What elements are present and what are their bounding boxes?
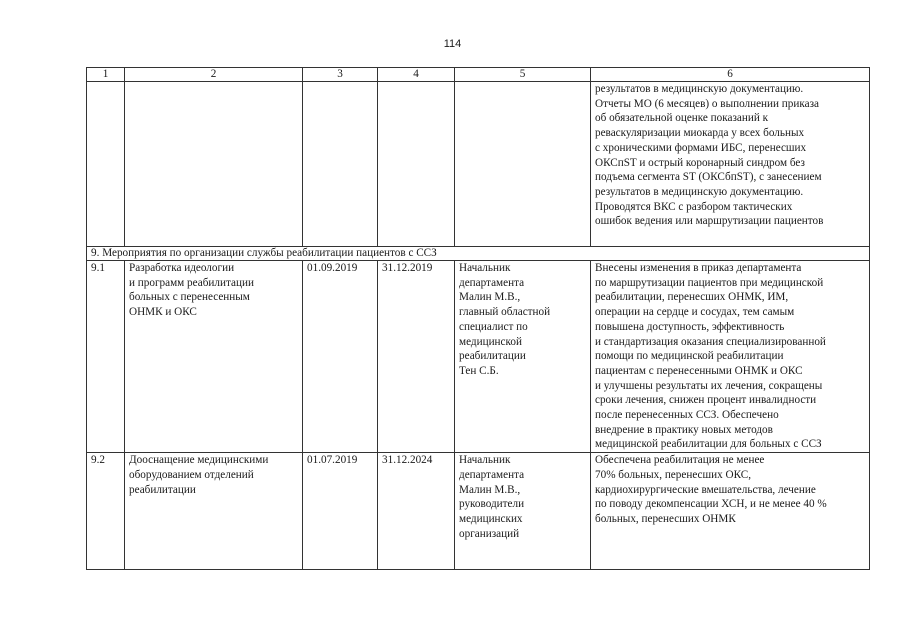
text-line: повышена доступность, эффективность — [595, 320, 785, 333]
result-cell — [591, 453, 870, 570]
row-number: 9.2 — [87, 453, 125, 570]
text-line: Отчеты МО (6 месяцев) о выполнении приказа — [595, 97, 819, 110]
text-line: медицинской реабилитации для больных с ССЗ — [595, 438, 822, 451]
text-line: Малин М.В., — [459, 483, 521, 496]
responsible-cell — [455, 453, 591, 570]
end-date: 31.12.2019 — [378, 261, 455, 453]
text-line: больных, перенесших ОНМК — [595, 512, 736, 525]
empty-cell — [87, 82, 125, 247]
text-line: кардиохирургические вмешательства, лечение — [595, 483, 816, 496]
text-line: 70% больных, перенесших ОКС, — [595, 468, 752, 481]
text-line: Тен С.Б. — [459, 364, 499, 377]
text-line: ошибок ведения или маршрутизации пациентов — [595, 215, 824, 228]
text-line: и программ реабилитации — [129, 276, 254, 289]
continuation-result-cell — [591, 82, 870, 247]
text-line: специалист по — [459, 320, 528, 333]
text-line: реабилитации — [129, 483, 196, 496]
table-row — [87, 453, 870, 570]
text-line: внедрение в практику новых методов — [595, 423, 773, 436]
text-line: Малин М.В., — [459, 291, 521, 304]
text-line: с хроническими формами ИБС, перенесших — [595, 141, 807, 154]
text-line: реабилитации — [459, 350, 526, 363]
text-line: помощи по медицинской реабилитации — [595, 350, 784, 363]
event-cell — [125, 453, 303, 570]
text-line: главный областной — [459, 306, 551, 319]
header-cell: 1 — [87, 68, 125, 82]
table-row — [87, 261, 870, 453]
header-cell: 2 — [125, 68, 303, 82]
text-line: Начальник — [459, 454, 511, 467]
plan-table — [86, 67, 870, 570]
text-line: больных с перенесенным — [129, 291, 250, 304]
text-line: Дооснащение медицинскими — [129, 454, 269, 467]
text-line: ОНМК и ОКС — [129, 306, 197, 319]
text-line: Начальник — [459, 262, 511, 274]
text-line: департамента — [459, 468, 525, 481]
text-line: организаций — [459, 527, 520, 540]
responsible-cell — [455, 261, 591, 453]
text-line: реваскуляризации миокарда у всех больных — [595, 127, 805, 140]
text-line: операции на сердце и сосудах, тем самым — [595, 306, 795, 319]
text-line: и стандартизация оказания специализированной — [595, 335, 826, 348]
section-row — [87, 247, 870, 261]
text-line: по маршрутизации пациентов при медицинской — [595, 276, 824, 289]
text-line: оборудованием отделений — [129, 468, 254, 481]
empty-cell — [303, 82, 378, 247]
text-line: медицинских — [459, 512, 523, 525]
start-date: 01.07.2019 — [303, 453, 378, 570]
header-row — [87, 68, 870, 82]
text-line: ОКСпST и острый коронарный синдром без — [595, 156, 805, 169]
page-number: 114 — [443, 38, 462, 50]
header-cell: 3 — [303, 68, 378, 82]
empty-cell — [378, 82, 455, 247]
empty-cell — [455, 82, 591, 247]
text-line: и улучшены результаты их лечения, сокращены — [595, 379, 823, 392]
text-line: реабилитации, перенесших ОНМК, ИМ, — [595, 291, 789, 304]
section-title: 9. Мероприятия по организации службы реабилитации пациентов с ССЗ — [87, 247, 870, 261]
text-line: результатов в медицинскую документацию. — [595, 83, 804, 95]
text-line: руководители — [459, 498, 525, 511]
text-line: Разработка идеологии — [129, 262, 235, 274]
text-line: Обеспечена реабилитация не менее — [595, 454, 765, 467]
start-date: 01.09.2019 — [303, 261, 378, 453]
text-line: об обязательной оценке показаний к — [595, 112, 769, 125]
continuation-row — [87, 82, 870, 247]
event-cell — [125, 261, 303, 453]
header-cell: 4 — [378, 68, 455, 82]
text-line: пациентам с перенесенными ОНМК и ОКС — [595, 364, 803, 377]
text-line: Внесены изменения в приказ департамента — [595, 262, 802, 274]
text-line: результатов в медицинскую документацию. — [595, 185, 804, 198]
row-number: 9.1 — [87, 261, 125, 453]
text-line: департамента — [459, 276, 525, 289]
text-line: по поводу декомпенсации ХСН, и не менее 40 % — [595, 498, 827, 511]
empty-cell — [125, 82, 303, 247]
text-line: сроки лечения, снижен процент инвалидности — [595, 394, 817, 407]
text-line: медицинской — [459, 335, 522, 348]
text-line: после перенесенных ССЗ. Обеспечено — [595, 409, 779, 422]
text-line: подъема сегмента ST (ОКСбпST), с занесением — [595, 171, 822, 184]
end-date: 31.12.2024 — [378, 453, 455, 570]
text-line: Проводятся ВКС с разбором тактических — [595, 200, 793, 213]
header-cell: 6 — [591, 68, 870, 82]
result-cell — [591, 261, 870, 453]
header-cell: 5 — [455, 68, 591, 82]
